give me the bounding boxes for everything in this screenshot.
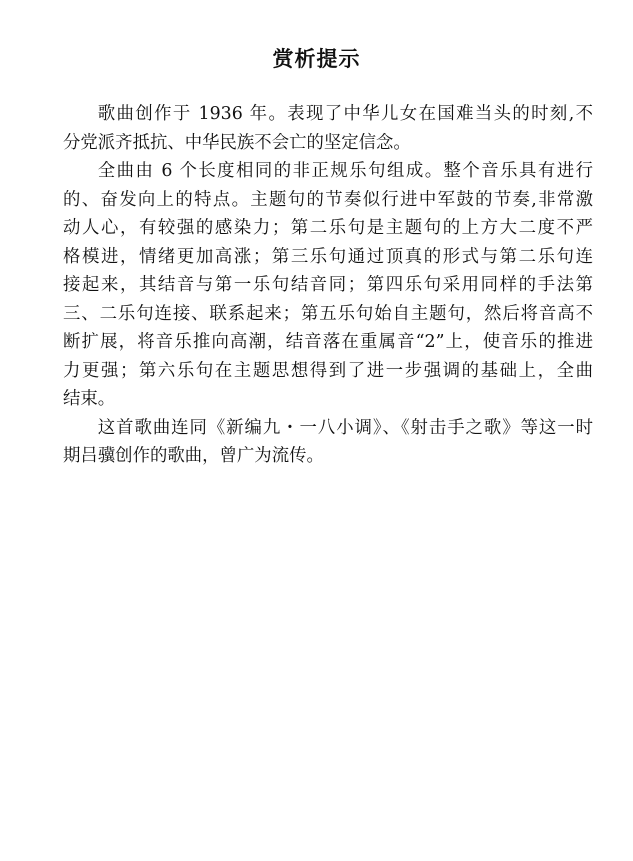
paragraph-2 xyxy=(63,157,593,414)
text-line: 分党派齐抵抗、中华民族不会亡的坚定信念。 xyxy=(63,132,411,153)
text-line: 接起来，其结音与第一乐句结音同；第四乐句采用同样的手法第 xyxy=(63,275,593,295)
paragraph-1 xyxy=(63,100,593,157)
text-line: 格模进，情绪更加高涨；第三乐句通过顶真的形式与第二乐句连 xyxy=(63,246,593,267)
text-line: 全曲由 6 个长度相同的非正规乐句组成。整个音乐具有进行 xyxy=(97,161,593,181)
text-line: 力更强；第六乐句在主题思想得到了进一步强调的基础上，全曲 xyxy=(63,360,593,381)
body-text xyxy=(63,100,593,471)
text-line: 这首歌曲连同《新编九・一八小调》、《射击手之歌》等这一时 xyxy=(97,417,593,438)
text-line: 的、奋发向上的特点。主题句的节奏似行进中军鼓的节奏,非常激 xyxy=(63,189,593,210)
text-line: 动人心，有较强的感染力；第二乐句是主题句的上方大二度不严 xyxy=(63,218,593,238)
text-line: 期吕骥创作的歌曲，曾广为流传。 xyxy=(63,446,324,466)
text-line: 结束。 xyxy=(63,389,116,409)
paragraph-3 xyxy=(63,414,593,471)
text-line: 三、二乐句连接、联系起来；第五乐句始自主题句，然后将音高不 xyxy=(63,303,593,324)
text-line: 歌曲创作于 1936 年。表现了中华儿女在国难当头的时刻,不 xyxy=(97,104,593,124)
page-title: 赏析提示 xyxy=(272,47,361,71)
text-line: 断扩展，将音乐推向高潮，结音落在重属音“2”上，使音乐的推进 xyxy=(63,332,593,352)
